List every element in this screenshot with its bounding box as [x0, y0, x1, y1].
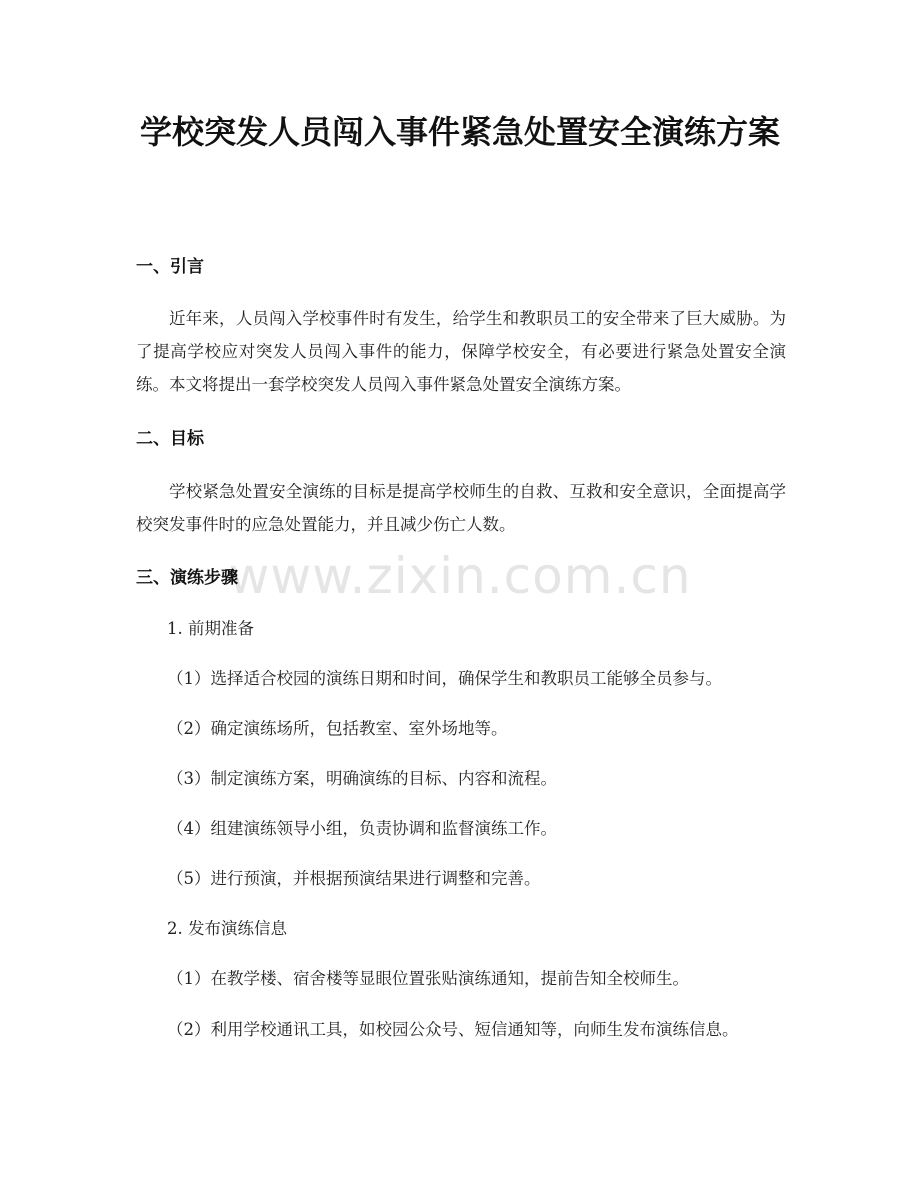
list-item: （5）进行预演，并根据预演结果进行调整和完善。 — [167, 869, 541, 888]
list-item: （1）在教学楼、宿舍楼等显眼位置张贴演练通知，提前告知全校师生。 — [167, 969, 689, 988]
list-item: （4）组建演练领导小组，负责协调和监督演练工作。 — [167, 819, 557, 838]
subsection-title-announcement: 2. 发布演练信息 — [167, 919, 287, 938]
heading-goal: 二、目标 — [136, 429, 204, 449]
subsection-title-preparation: 1. 前期准备 — [167, 619, 254, 638]
list-item: （3）制定演练方案，明确演练的目标、内容和流程。 — [167, 769, 557, 788]
heading-steps: 三、演练步骤 — [136, 568, 238, 588]
list-item: （2）确定演练场所，包括教室、室外场地等。 — [167, 719, 508, 738]
heading-intro: 一、引言 — [136, 257, 204, 277]
list-item: （2）利用学校通讯工具，如校园公众号、短信通知等，向师生发布演练信息。 — [167, 1020, 739, 1039]
list-item: （1）选择适合校园的演练日期和时间，确保学生和教职员工能够全员参与。 — [167, 669, 722, 688]
paragraph-intro: 近年来，人员闯入学校事件时有发生，给学生和教职员工的安全带来了巨大威胁。为了提高学校应对突发人员闯入事件的能力，保障学校安全，有必要进行紧急处置安全演练。本文将提出一套学校突发人员闯入事件紧急处置安全演练方案。 — [136, 309, 786, 394]
document-title: 学校突发人员闯入事件紧急处置安全演练方案 — [139, 113, 780, 151]
watermark: www.zixin.com.cn — [228, 547, 692, 605]
paragraph-goal: 学校紧急处置安全演练的目标是提高学校师生的自救、互救和安全意识，全面提高学校突发事件时的应急处置能力，并且减少伤亡人数。 — [136, 482, 786, 534]
